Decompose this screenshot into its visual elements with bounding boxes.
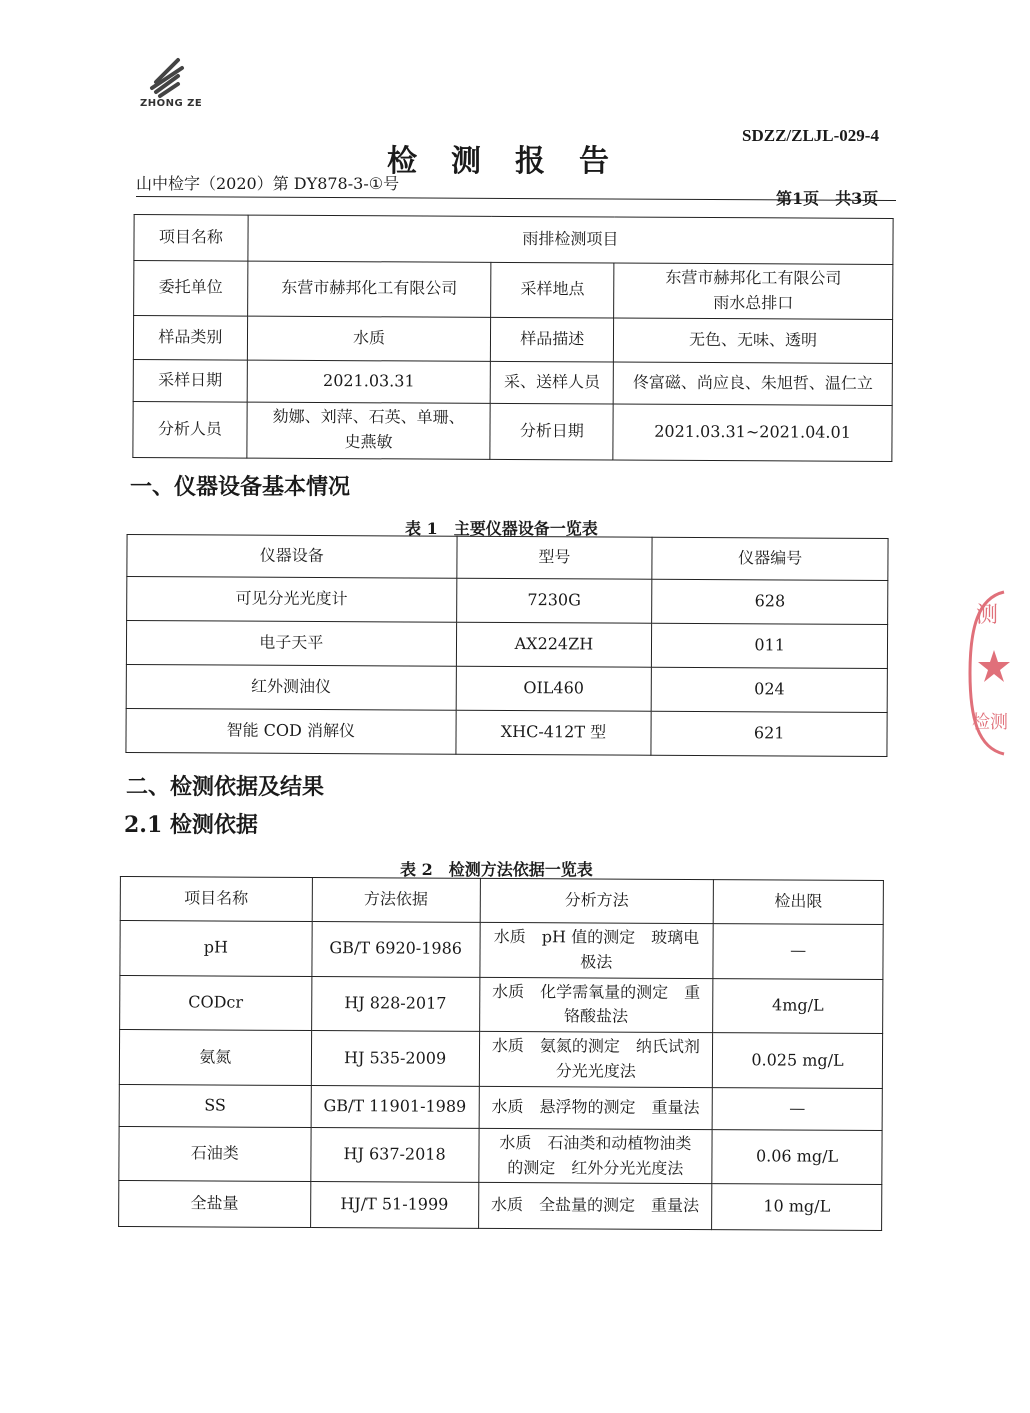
client-label: 委托单位 xyxy=(134,261,248,316)
method-line: 水质 全盐量的测定 重量法 xyxy=(491,1195,700,1216)
analyst-line-2: 史燕敏 xyxy=(344,432,393,452)
item-name: 全盐量 xyxy=(119,1181,311,1228)
section-heading-basis-results: 二、检测依据及结果 xyxy=(126,774,325,800)
analyst-value xyxy=(247,402,491,459)
equipment-model: XHC-412T 型 xyxy=(455,710,651,755)
item-name: CODcr xyxy=(120,975,312,1031)
analysis-method xyxy=(479,922,713,978)
sample-type-label: 样品类别 xyxy=(133,315,247,360)
analysis-method xyxy=(479,1032,713,1088)
sampler-label: 采、送样人员 xyxy=(491,361,614,404)
table1-caption: 表 1 主要仪器设备一览表 xyxy=(405,519,598,538)
method-standard: GB/T 11901-1989 xyxy=(311,1085,479,1128)
method-standard: HJ/T 51-1999 xyxy=(310,1182,478,1229)
method-line: 的测定 红外分光光度法 xyxy=(507,1157,684,1178)
sample-site-value xyxy=(614,263,893,319)
equipment-name: 智能 COD 消解仪 xyxy=(126,709,456,755)
analyst-label: 分析人员 xyxy=(133,401,247,458)
equipment-name: 可见分光光度计 xyxy=(127,577,457,623)
method-standard: GB/T 6920-1986 xyxy=(312,922,480,977)
method-line: 水质 化学需氧量的测定 重 xyxy=(492,981,701,1002)
column-header: 型号 xyxy=(456,536,652,579)
item-name: 氨氮 xyxy=(119,1030,311,1086)
method-line: 铬酸盐法 xyxy=(563,1006,629,1027)
equipment-model: AX224ZH xyxy=(456,622,652,667)
column-header: 项目名称 xyxy=(120,877,312,922)
sample-site-label: 采样地点 xyxy=(491,262,614,317)
sample-type-value: 水质 xyxy=(247,316,491,361)
analysis-method xyxy=(478,1128,712,1184)
analyst-line-1: 劾娜、刘萍、石英、单珊、 xyxy=(272,407,465,428)
method-line: 水质 pH 值的测定 玻璃电 xyxy=(493,926,700,948)
sampler-value: 佟富磁、尚应良、朱旭哲、温仁立 xyxy=(613,362,892,405)
table-row xyxy=(120,975,883,1034)
table-row xyxy=(119,1181,882,1231)
column-header: 仪器设备 xyxy=(127,535,457,579)
equipment-id: 621 xyxy=(651,711,887,756)
sample-site-line-1: 东营市赫邦化工有限公司 xyxy=(665,267,842,288)
table2-caption: 表 2 检测方法依据一览表 xyxy=(400,860,593,879)
equipment-model: OIL460 xyxy=(456,666,652,711)
equipment-id: 024 xyxy=(651,667,887,712)
detection-limit: — xyxy=(713,924,883,979)
method-standard: HJ 535-2009 xyxy=(311,1031,479,1086)
sample-site-line-2: 雨水总排口 xyxy=(713,292,794,313)
analysis-method xyxy=(478,1183,712,1230)
column-header: 方法依据 xyxy=(312,878,480,923)
table-row xyxy=(119,1030,882,1089)
section-heading-equipment: 一、仪器设备基本情况 xyxy=(130,474,351,500)
equipment-name: 红外测油仪 xyxy=(126,665,456,711)
equipment-model: 7230G xyxy=(456,578,652,623)
client-value: 东营市赫邦化工有限公司 xyxy=(247,261,491,317)
column-header: 检出限 xyxy=(713,880,883,925)
method-line: 水质 悬浮物的测定 重量法 xyxy=(491,1096,700,1117)
column-header: 仪器编号 xyxy=(652,537,888,580)
project-name-label: 项目名称 xyxy=(134,215,248,262)
column-header: 分析方法 xyxy=(480,878,714,923)
analysis-method xyxy=(479,1086,713,1129)
page-title: 检测报告 xyxy=(387,144,643,179)
sample-date-value: 2021.03.31 xyxy=(247,360,491,403)
detection-limit: 0.06 mg/L xyxy=(712,1129,882,1184)
table-row xyxy=(126,709,887,757)
svg-text:测: 测 xyxy=(976,603,999,628)
method-standard: HJ 828-2017 xyxy=(311,976,479,1031)
item-name: SS xyxy=(119,1084,311,1127)
report-number: 山中检字（2020）第 DY878-3-①号 xyxy=(136,174,400,193)
svg-text:检测: 检测 xyxy=(972,712,1008,733)
method-line: 水质 石油类和动植物油类 xyxy=(499,1132,692,1153)
document-code: SDZZ/ZLJL-029-4 xyxy=(742,126,879,145)
methods-table xyxy=(118,876,884,1231)
subsection-heading-basis: 2.1 检测依据 xyxy=(124,812,258,838)
table-row xyxy=(119,1126,882,1185)
method-line: 水质 氨氮的测定 纳氏试剂 xyxy=(491,1036,700,1057)
detection-limit: — xyxy=(712,1087,882,1130)
item-name: 石油类 xyxy=(119,1126,311,1182)
method-standard: HJ 637-2018 xyxy=(311,1127,479,1182)
sample-desc-value: 无色、无味、透明 xyxy=(614,318,893,363)
project-name-value: 雨排检测项目 xyxy=(248,215,893,264)
equipment-id: 628 xyxy=(652,579,888,624)
seal-stamp-icon xyxy=(958,588,1008,758)
table-row xyxy=(119,1084,882,1130)
detection-limit: 4mg/L xyxy=(713,978,883,1033)
equipment-id: 011 xyxy=(652,623,888,668)
sample-info-table xyxy=(132,214,893,462)
sample-date-label: 采样日期 xyxy=(133,359,247,402)
item-name: pH xyxy=(120,921,312,977)
method-line: 分光光度法 xyxy=(555,1061,636,1081)
method-line: 极法 xyxy=(580,952,613,972)
analysis-date-label: 分析日期 xyxy=(490,403,613,460)
equipment-name: 电子天平 xyxy=(126,621,456,667)
page-indicator: 第1页 共3页 xyxy=(776,189,879,208)
table-row xyxy=(127,577,888,625)
sample-desc-label: 样品描述 xyxy=(491,317,614,362)
equipment-table xyxy=(125,534,888,757)
detection-limit: 10 mg/L xyxy=(712,1184,882,1231)
table-row xyxy=(120,921,883,980)
logo-text: ZHONG ZE xyxy=(140,98,203,109)
analysis-method xyxy=(479,977,713,1033)
analysis-date-value: 2021.03.31~2021.04.01 xyxy=(613,404,892,461)
detection-limit: 0.025 mg/L xyxy=(712,1033,882,1088)
table-row xyxy=(126,665,887,713)
table-row xyxy=(126,621,887,669)
